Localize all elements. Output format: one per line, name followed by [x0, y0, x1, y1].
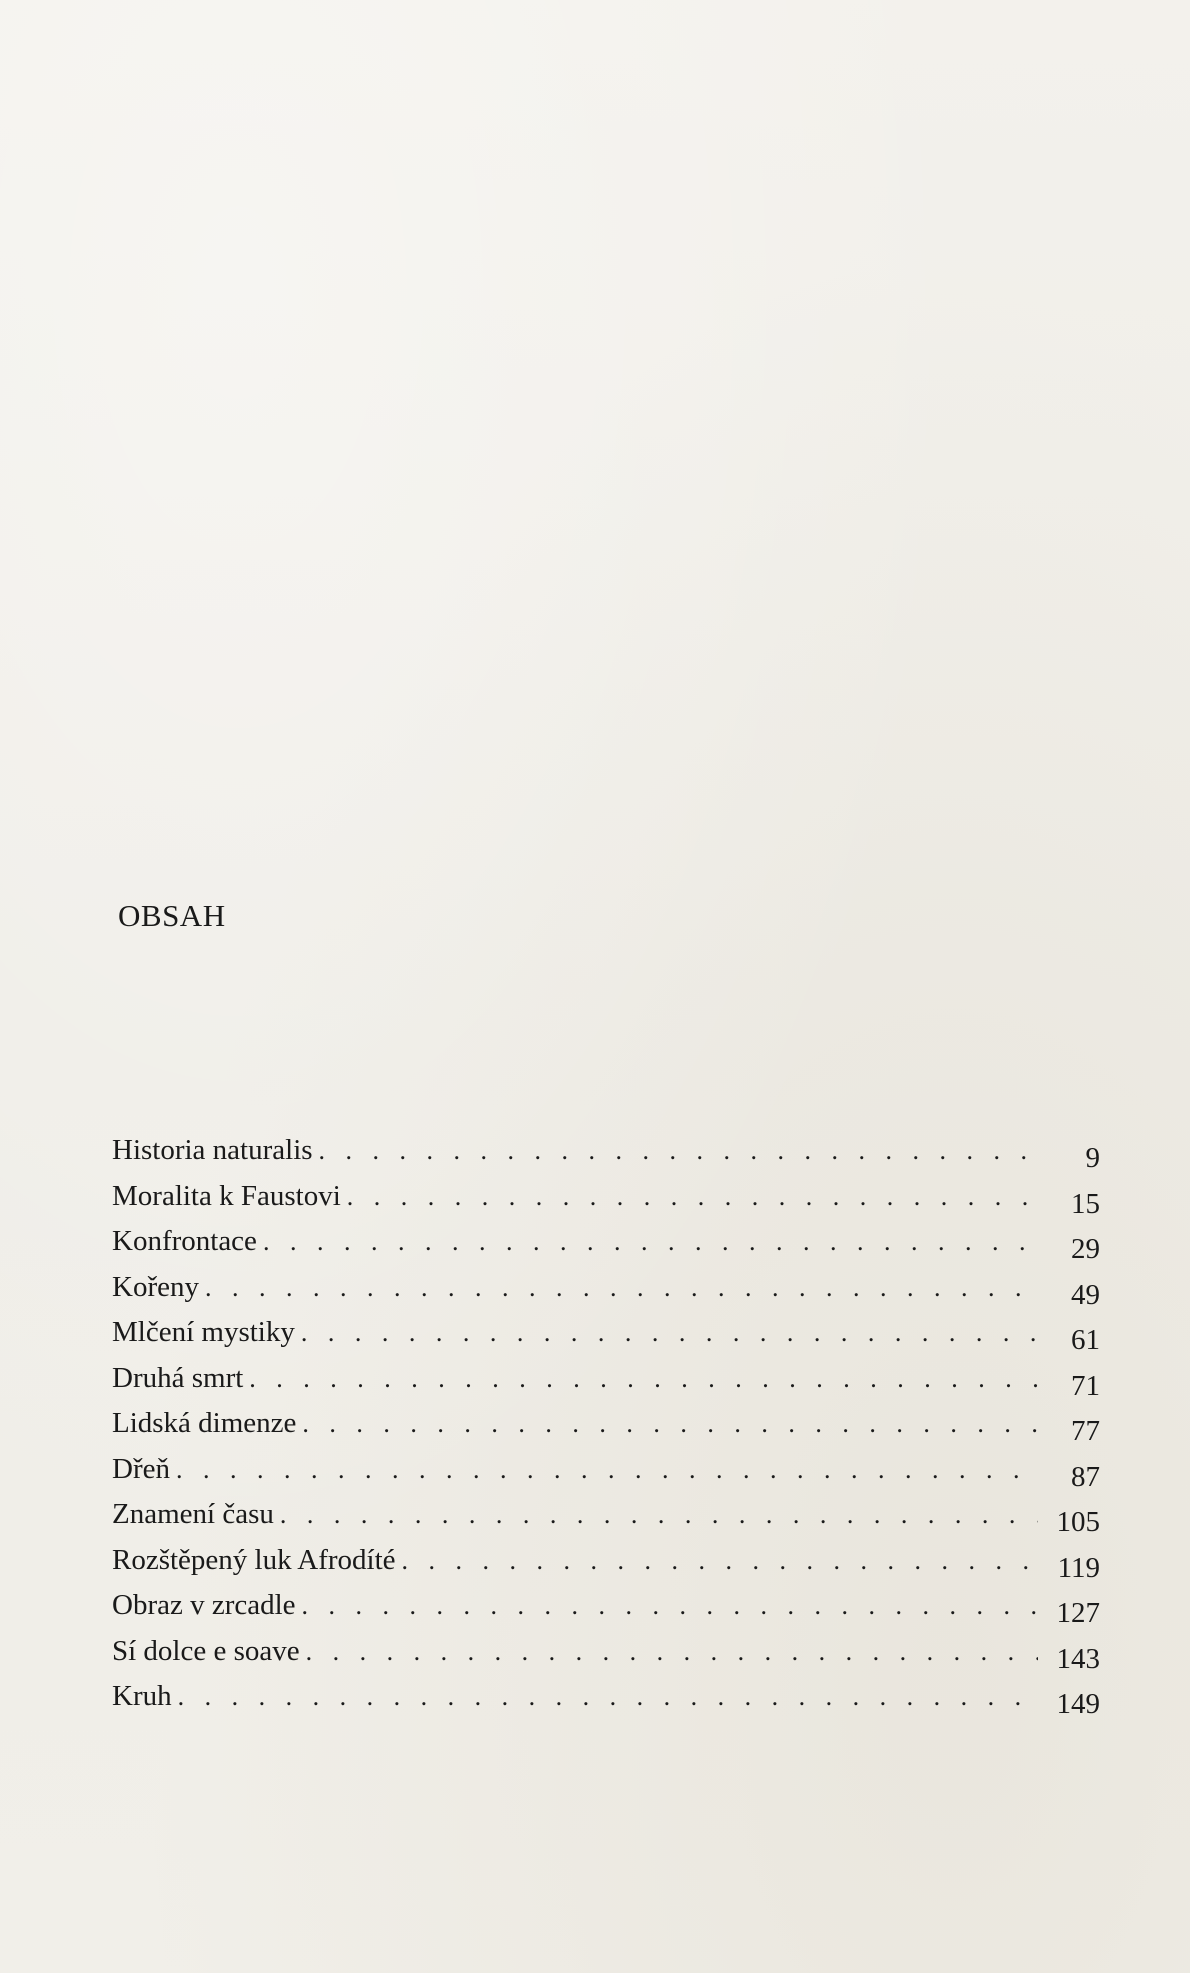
toc-page-number: 9	[1085, 1142, 1100, 1174]
dot-leader	[319, 1128, 1038, 1174]
toc-entry-title: Kruh	[112, 1680, 172, 1712]
toc-entry	[112, 1356, 1100, 1402]
toc-entry-title: Historia naturalis	[112, 1134, 313, 1166]
contents-heading: OBSAH	[118, 898, 226, 933]
dot-leader	[347, 1174, 1038, 1220]
toc-entry-title: Sí dolce e soave	[112, 1634, 300, 1667]
toc-page-number: 87	[1071, 1460, 1100, 1493]
toc-entry	[112, 1174, 1100, 1220]
toc-entry-title: Konfrontace	[112, 1225, 257, 1257]
toc-page-number: 149	[1056, 1688, 1100, 1720]
toc-page-number: 29	[1071, 1233, 1100, 1265]
toc-page-number: 15	[1071, 1187, 1100, 1220]
dot-leader	[402, 1538, 1038, 1584]
dot-leader	[263, 1219, 1038, 1265]
toc-entry	[112, 1538, 1100, 1584]
toc-entry	[112, 1447, 1100, 1493]
toc-page-number: 71	[1071, 1369, 1100, 1402]
toc-entry	[112, 1583, 1100, 1629]
toc-page-number: 77	[1071, 1415, 1100, 1447]
toc-page-number: 61	[1071, 1324, 1100, 1356]
dot-leader	[178, 1674, 1038, 1720]
toc-entry	[112, 1629, 1100, 1675]
dot-leader	[302, 1583, 1038, 1629]
dot-leader	[280, 1492, 1038, 1538]
dot-leader	[306, 1629, 1038, 1675]
toc-entry-title: Mlčení mystiky	[112, 1316, 295, 1348]
toc-entry-title: Kořeny	[112, 1270, 199, 1303]
toc-page-number: 105	[1056, 1506, 1100, 1538]
toc-page-number: 143	[1056, 1642, 1100, 1675]
toc-entry-title: Obraz v zrcadle	[112, 1589, 296, 1621]
toc-entry-title: Rozštěpený luk Afrodíté	[112, 1543, 396, 1576]
toc-entry	[112, 1265, 1100, 1311]
dot-leader	[302, 1401, 1038, 1447]
dot-leader	[249, 1356, 1038, 1402]
toc-entry-title: Znamení času	[112, 1498, 274, 1530]
toc-entry	[112, 1401, 1100, 1447]
toc-entry	[112, 1674, 1100, 1720]
toc-entry	[112, 1219, 1100, 1265]
toc-entry	[112, 1492, 1100, 1538]
toc-entry	[112, 1310, 1100, 1356]
toc-page-number: 119	[1057, 1551, 1100, 1584]
toc-entry-title: Dřeň	[112, 1452, 170, 1485]
dot-leader	[205, 1265, 1038, 1311]
table-of-contents	[112, 1128, 1100, 1720]
toc-entry-title: Druhá smrt	[112, 1361, 244, 1394]
toc-entry-title: Moralita k Faustovi	[112, 1179, 341, 1212]
dot-leader	[301, 1310, 1038, 1356]
toc-entry-title: Lidská dimenze	[112, 1407, 297, 1439]
dot-leader	[176, 1447, 1038, 1493]
toc-page-number: 49	[1071, 1278, 1100, 1311]
toc-entry	[112, 1128, 1100, 1174]
toc-page-number: 127	[1056, 1597, 1100, 1629]
